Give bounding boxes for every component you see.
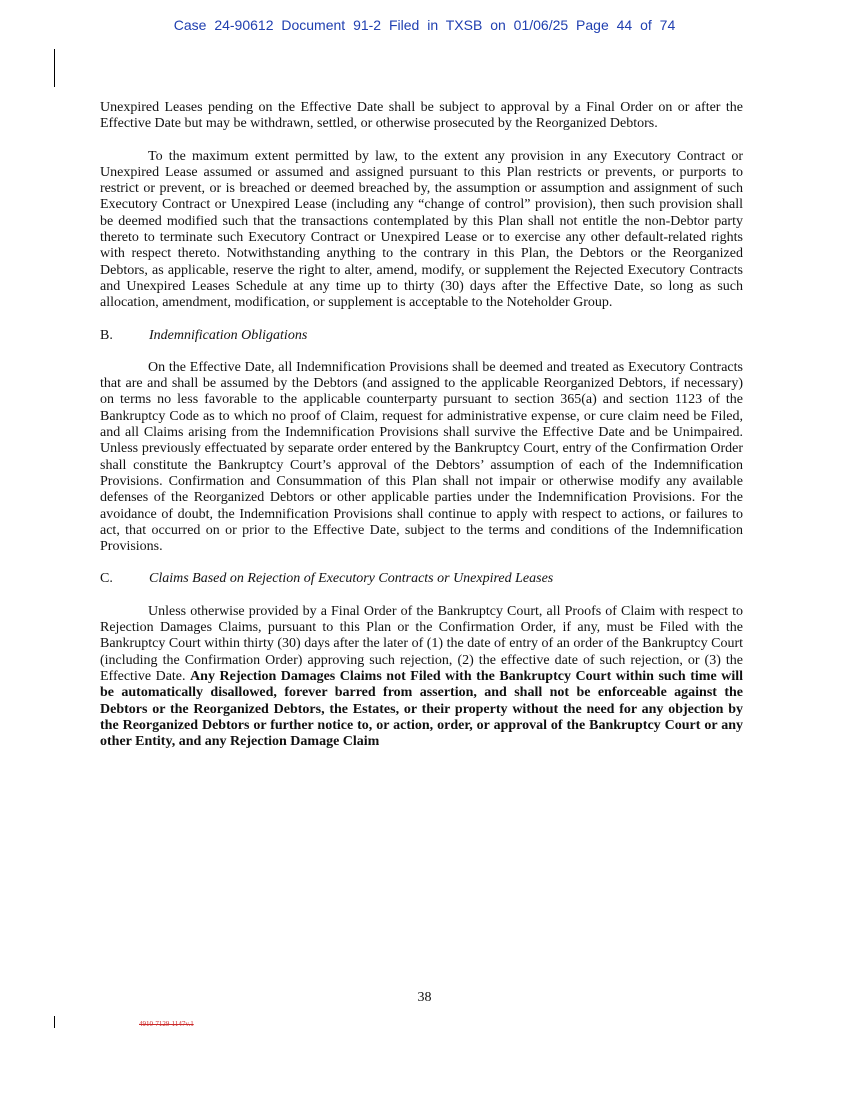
paragraph-continued: Unexpired Leases pending on the Effective Date shall be subject to approval by a Final Order on or after the Effective Date but may be withdrawn, settled, or otherwise prosecuted by the Reorganized Debtors. — [100, 100, 743, 132]
section-b-title: Indemnification Obligations — [149, 327, 308, 343]
paragraph-indemnification: On the Effective Date, all Indemnification Provisions shall be deemed and treated as Executory Contracts that are and shall be assumed by the Debtors (and assigned to the applicable Reorganized Debtors, if necessary) on terms no less favorable to the applicable counterparty pursuant to section 365(a) and section 1123 of the Bankruptcy Code as to which no proof of Claim, request for administrative expense, or cure claim need be Filed, and all Claims arising from the Indemnification Provisions shall survive the Effective Date and be Unimpaired. Unless previously effectuated by separate order entered by the Bankruptcy Court, entry of the Confirmation Order shall constitute the Bankruptcy Court’s approval of the Debtors’ assumption of each of the Indemnification Provisions. Confirmation and Consummation of this Plan shall not impair or otherwise modify any available defenses of the Reorganized Debtors or other applicable parties under the Indemnification Provisions. For the avoidance of doubt, the Indemnification Provisions shall continue to apply with respect to actions, or failures to act, that occurred on or prior to the Effective Date, subject to the terms and conditions of the Indemnification Provisions. — [100, 359, 743, 555]
section-b-letter: B. — [100, 327, 113, 343]
section-c-letter: C. — [100, 571, 113, 587]
page-body — [100, 100, 743, 766]
rejection-claims-bold-text: Any Rejection Damages Claims not Filed with the Bankruptcy Court within such time will be automatically disallowed, forever barred from assertion, and shall not be enforceable against the Debtors or the Reorganized Debtors, the Estates, or their property without the need for any objection by the Reorganized Debtors or further notice to, or action, order, or approval of the Bankruptcy Court or any other Entity, and any Rejection Damage Claim — [100, 668, 743, 750]
change-bar-top — [54, 49, 55, 87]
section-b-heading — [100, 328, 743, 344]
paragraph-maximum-extent: To the maximum extent permitted by law, to the extent any provision in any Executory Contract or Unexpired Lease assumed or assumed and assigned pursuant to this Plan restricts or prevents, or purports to restrict or prevent, or is breached or deemed breached by, the assumption or assumption and assignment of such Executory Contract or Unexpired Lease (including any “change of control” provision), then such provision shall be deemed modified such that the transactions contemplated by this Plan shall not entitle the non-Debtor party thereto to terminate such Executory Contract or Unexpired Lease or to exercise any other default-related rights with respect thereto. Notwithstanding anything to the contrary in this Plan, the Debtors or the Reorganized Debtors, as applicable, reserve the right to alter, amend, modify, or supplement the Rejected Executory Contracts and Unexpired Leases Schedule at any time up to thirty (30) days after the Effective Date, so long as such allocation, amendment, modification, or supplement is acceptable to the Noteholder Group. — [100, 148, 743, 311]
section-c-title: Claims Based on Rejection of Executory Contracts or Unexpired Leases — [149, 571, 554, 587]
case-header: Case 24-90612 Document 91-2 Filed in TXSB on 01/06/25 Page 44 of 74 — [173, 17, 676, 33]
section-c-heading — [100, 571, 743, 587]
rejection-claims-text: Unless otherwise provided by a Final Order of the Bankruptcy Court, all Proofs of Claim with respect to Rejection Damages Claims, pursuant to this Plan or the Confirmation Order, if any, must be Filed with the Bankruptcy Court within thirty (30) days after the later of (1) the date of entry of an order of the Bankruptcy Court (including the Confirmation Order) approving such rejection, (2) the effective date of such rejection, or (3) the Effective Date. — [100, 603, 743, 684]
change-bar-bottom — [54, 1016, 55, 1028]
paragraph-rejection-claims — [100, 604, 743, 751]
page-number: 38 — [417, 990, 432, 1005]
document-id: 4910-7129-1147v.1 — [139, 1020, 194, 1028]
